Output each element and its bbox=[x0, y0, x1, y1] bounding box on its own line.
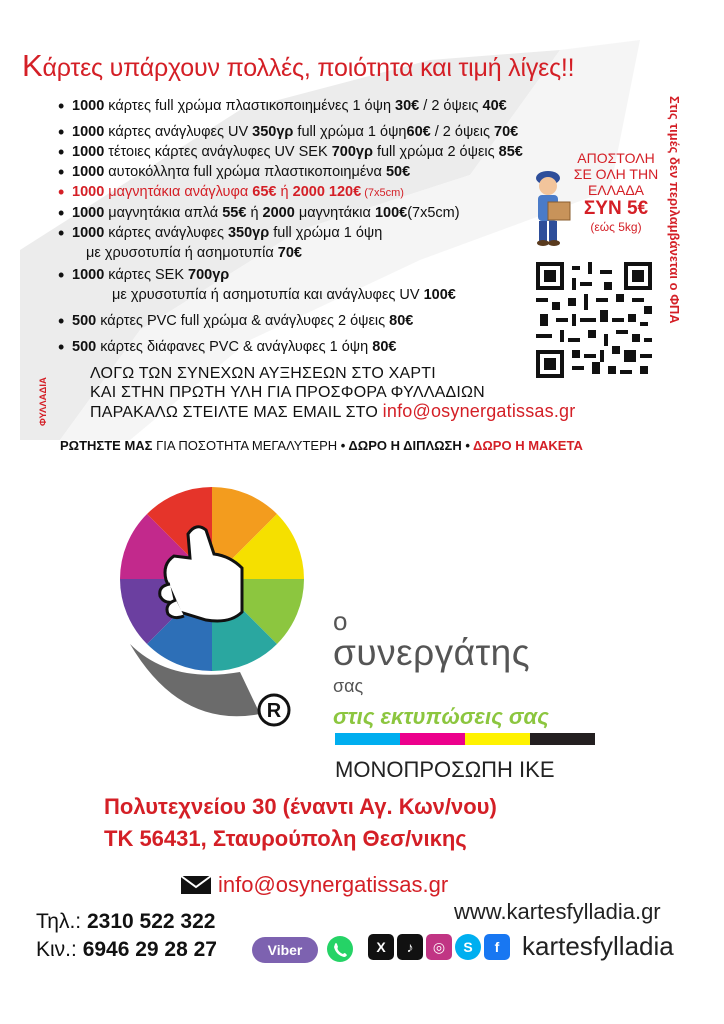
list-item: • 1000 κάρτες full χρώμα πλαστικοποιημένες 1 όψη 30€ / 2 όψεις 40€ bbox=[58, 96, 648, 116]
notice-text: ΛΟΓΩ ΤΩΝ ΣΥΝΕΧΩΝ ΑΥΞΗΣΕΩΝ ΣΤΟ ΧΑΡΤΙ ΚΑΙ ΣΤΗΝ ΠΡΩΤΗ ΥΛΗ ΓΙΑ ΠΡΟΣΦΟΡΑ ΦΥΛΛΑΔΙΩΝ ΠΑΡΑΚΑΛΩ ΣΤΕΙΛΤΕ ΜΑΣ EMAIL ΣΤΟ info@osynergatissas.gr bbox=[90, 365, 576, 421]
vat-note: Στις τιμές δεν περιλαμβάνεται ο ΦΠΑ bbox=[667, 96, 682, 324]
list-item: • 1000 μαγνητάκια ανάγλυφα 65€ ή 2000 120€ (7x5cm) bbox=[58, 182, 648, 203]
social-handle[interactable]: kartesfylladia bbox=[522, 931, 674, 961]
list-item: • 1000 αυτοκόλλητα full χρώμα πλαστικοποιημένα 50€ bbox=[58, 162, 648, 182]
list-item: • 1000 κάρτες SEK 700γρ με χρυσοτυπία ή ασημοτυπία και ανάγλυφες UV 100€ bbox=[58, 265, 648, 305]
list-item: • 1000 κάρτες ανάγλυφες 350γρ full χρώμα 1 όψη με χρυσοτυπία ή ασημοτυπία 70€ bbox=[58, 223, 648, 263]
website-link[interactable]: www.kartesfylladia.gr bbox=[454, 899, 661, 924]
courier-illustration bbox=[526, 166, 574, 248]
address-city: ΤΚ 56431, Σταυρούπολη Θεσ/νικης bbox=[104, 826, 467, 851]
x-icon[interactable]: X bbox=[368, 934, 394, 960]
list-item: • 1000 κάρτες ανάγλυφες UV 350γρ full χρώμα 1 όψη60€ / 2 όψεις 70€ bbox=[58, 122, 648, 142]
mobile-line[interactable]: Κιν.: 6946 29 28 27 bbox=[36, 938, 217, 961]
brand-tagline: στις εκτυπώσεις σας bbox=[333, 704, 549, 729]
cmyk-bar bbox=[335, 733, 595, 745]
brand-possessive: σας bbox=[333, 676, 364, 696]
list-item: • 1000 μαγνητάκια απλά 55€ ή 2000 μαγνητάκια 100€(7x5cm) bbox=[58, 203, 648, 223]
skype-icon[interactable]: S bbox=[455, 934, 481, 960]
list-item: • 1000 τέτοιες κάρτες ανάγλυφες UV SEK 700γρ full χρώμα 2 όψεις 85€ bbox=[58, 142, 648, 162]
shipping-offer: ΑΠΟΣΤΟΛΗ ΣΕ ΟΛΗ ΤΗΝ ΕΛΛΑΔΑ ΣΥΝ 5€ (εώς 5kg) bbox=[573, 150, 659, 234]
brand-article: ο bbox=[333, 606, 348, 636]
instagram-icon[interactable]: ◎ bbox=[426, 934, 452, 960]
facebook-icon[interactable]: f bbox=[484, 934, 510, 960]
social-icons bbox=[368, 934, 510, 960]
thumbs-up-logo bbox=[110, 484, 315, 724]
phone-line[interactable]: Τηλ.: 2310 522 322 bbox=[36, 910, 216, 933]
viber-icon[interactable]: Viber bbox=[252, 937, 318, 963]
whatsapp-icon[interactable] bbox=[326, 935, 354, 963]
notice-email-link[interactable]: info@osynergatissas.gr bbox=[382, 401, 576, 421]
company-type: ΜΟΝΟΠΡΟΣΩΠΗ ΙΚΕ bbox=[335, 757, 555, 782]
contact-email[interactable]: info@osynergatissas.gr bbox=[180, 872, 448, 898]
qr-code[interactable] bbox=[536, 262, 652, 378]
bottom-offer-line: ΡΩΤΗΣΤΕ ΜΑΣ ΓΙΑ ΠΟΣΟΤΗΤΑ ΜΕΓΑΛΥΤΕΡΗ • ΔΩΡΟ Η ΔΙΠΛΩΣΗ • ΔΩΡΟ Η ΜΑΚΕΤΑ bbox=[60, 438, 583, 453]
list-item: • 500 κάρτες PVC full χρώμα & ανάγλυφες 2 όψεις 80€ bbox=[58, 311, 648, 331]
mail-icon bbox=[180, 875, 212, 895]
side-label-leaflets: ΦΥΛΛΑΔΙΑ bbox=[38, 377, 49, 426]
headline: Κάρτες υπάρχουν πολλές, ποιότητα και τιμή λίγες!! bbox=[22, 48, 575, 83]
svg-text:R: R bbox=[266, 700, 282, 722]
list-item: • 500 κάρτες διάφανες PVC & ανάγλυφες 1 όψη 80€ bbox=[58, 337, 648, 357]
tiktok-icon[interactable]: ♪ bbox=[397, 934, 423, 960]
brand-name: συνεργάτης bbox=[333, 632, 531, 673]
registered-icon bbox=[256, 692, 292, 728]
address-street: Πολυτεχνείου 30 (έναντι Αγ. Κων/νου) bbox=[104, 794, 497, 819]
